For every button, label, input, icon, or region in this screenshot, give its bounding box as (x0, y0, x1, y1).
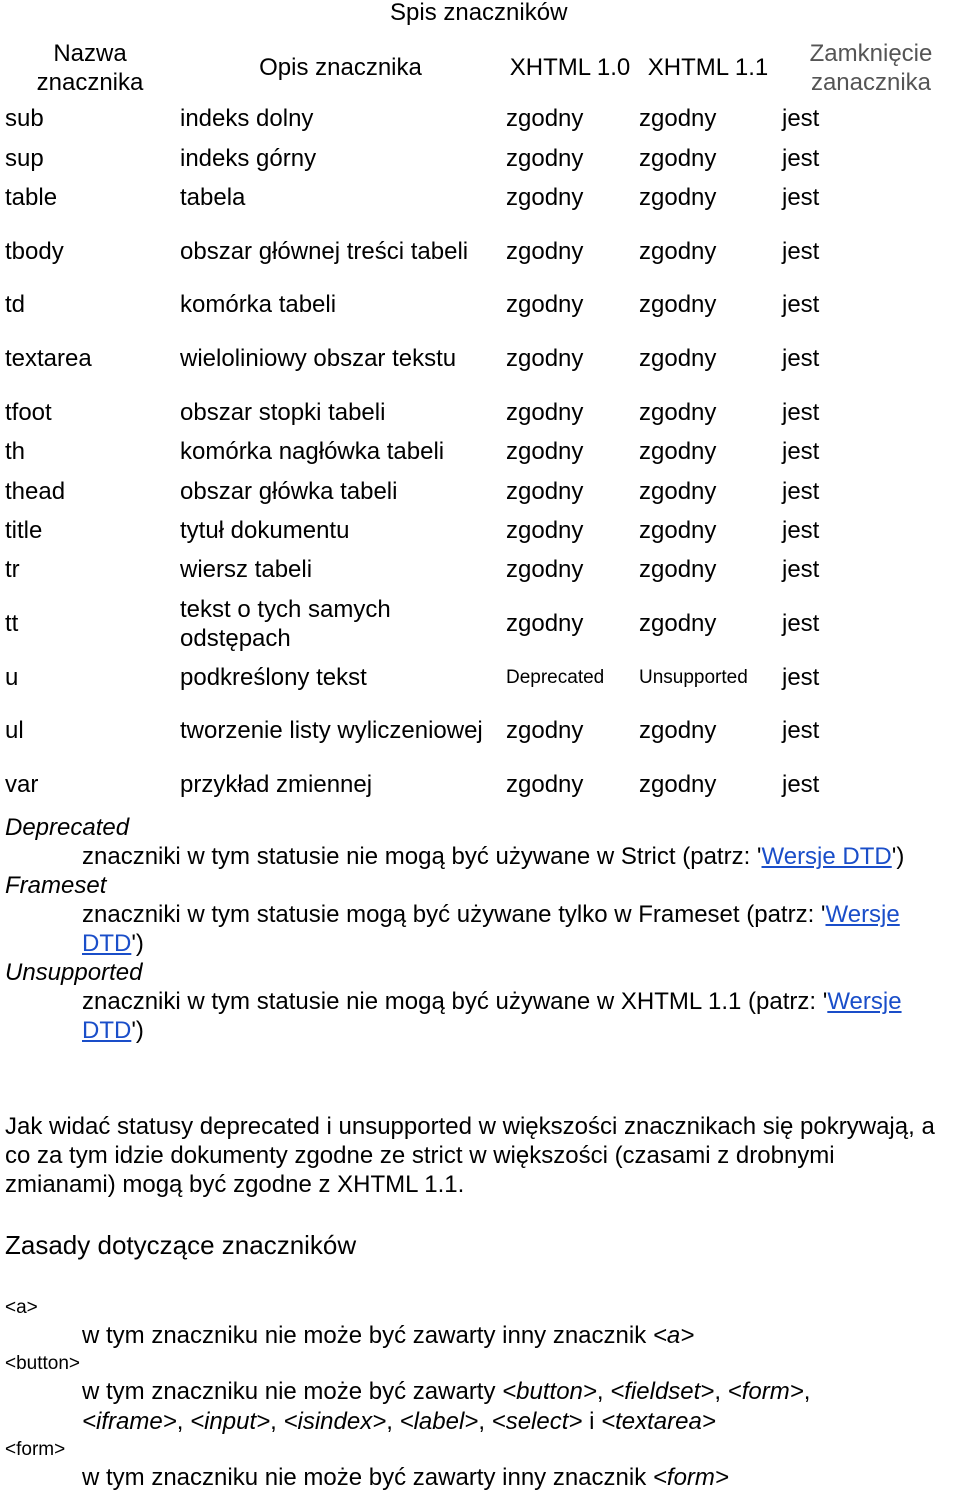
tag-name-cell: tfoot (5, 398, 52, 426)
legend-definition-frameset (5, 900, 955, 958)
legend-text: ') (131, 1017, 144, 1044)
legend-text: znaczniki w tym statusie nie mogą być używane w XHTML 1.1 (patrz: ' (82, 988, 828, 1015)
tag-reference: <fieldset> (610, 1378, 715, 1405)
xhtml10-status-cell: zgodny (506, 717, 584, 745)
tag-reference: <button> (502, 1378, 597, 1405)
separator: , (478, 1408, 492, 1435)
tag-name-cell: u (5, 663, 19, 691)
separator: i (582, 1408, 602, 1435)
closing-tag-cell: jest (782, 398, 820, 426)
separator: , (596, 1378, 611, 1405)
tag-reference: <textarea> (601, 1408, 716, 1435)
table-row (0, 697, 960, 765)
tag-name-cell: title (5, 516, 43, 544)
dtd-versions-link[interactable]: Wersje DTD (761, 843, 892, 870)
legend-text: znaczniki w tym statusie nie mogą być używane w Strict (patrz: ' (82, 843, 762, 870)
xhtml10-status-cell: zgodny (506, 237, 584, 265)
tag-description-cell: wieloliniowy obszar tekstu (180, 345, 457, 373)
tag-description-cell: tekst o tych samych odstępach (180, 595, 391, 652)
xhtml11-status-cell: zgodny (639, 144, 717, 172)
tag-reference: <isindex> (283, 1408, 387, 1435)
closing-tag-cell: jest (782, 438, 820, 466)
closing-tag-cell: jest (782, 663, 820, 691)
rule-tag-form: <form> (5, 1439, 66, 1460)
legend-text: ') (891, 843, 905, 870)
tag-description-cell: obszar główka tabeli (180, 477, 398, 505)
tag-description-cell: komórka tabeli (180, 291, 337, 319)
xhtml10-status-cell: zgodny (506, 516, 584, 544)
closing-tag-cell: jest (782, 556, 820, 584)
tag-name-cell: var (5, 771, 39, 799)
table-row (0, 138, 960, 177)
table-row (0, 432, 960, 471)
closing-tag-cell: jest (782, 477, 820, 505)
rule-text: w tym znaczniku nie może być zawarty inny znacznik (82, 1322, 653, 1349)
legend-definition-deprecated (5, 842, 955, 871)
table-row (0, 325, 960, 393)
table-row (0, 99, 960, 138)
xhtml11-status-cell: zgodny (639, 183, 717, 211)
legend-text: znaczniki w tym statusie mogą być używane tylko w Frameset (patrz: ' (82, 901, 826, 928)
separator: , (714, 1378, 728, 1405)
tag-description-cell: wiersz tabeli (180, 556, 313, 584)
closing-tag-cell: jest (782, 610, 820, 638)
tag-reference: <label> (399, 1408, 479, 1435)
xhtml11-status-cell: zgodny (639, 105, 717, 133)
tag-name-cell: sup (5, 144, 44, 172)
legend-text: ') (131, 930, 144, 957)
separator: , (270, 1408, 284, 1435)
closing-tag-cell: jest (782, 291, 820, 319)
tag-description-cell: przykład zmiennej (180, 771, 373, 799)
tag-description-cell: indeks górny (180, 144, 317, 172)
dtd-versions-link[interactable]: Wersje DTD (82, 988, 902, 1044)
rule-text-a (5, 1321, 955, 1351)
legend-term-unsupported: Unsupported (5, 959, 143, 986)
tag-name-cell: th (5, 438, 26, 466)
rules-heading: Zasady dotyczące znaczników (5, 1230, 357, 1260)
separator: , (176, 1408, 191, 1435)
rule-tag-button: <button> (5, 1353, 81, 1374)
xhtml10-status-cell: zgodny (506, 291, 584, 319)
tag-rules (5, 1295, 955, 1493)
rule-text: w tym znaczniku nie może być zawarty (82, 1378, 503, 1405)
header-closing: Zamknięcie zanacznika (809, 39, 933, 96)
table-row (0, 511, 960, 550)
tag-description-cell: podkreślony tekst (180, 663, 367, 691)
tag-reference: <input> (190, 1408, 271, 1435)
tag-description-cell: obszar głównej treści tabeli (180, 237, 469, 265)
table-row (0, 590, 960, 658)
table-row (0, 550, 960, 589)
legend-term-deprecated: Deprecated (5, 814, 130, 841)
tag-description-cell: tabela (180, 183, 246, 211)
xhtml11-status-cell: zgodny (639, 771, 717, 799)
closing-tag-cell: jest (782, 516, 820, 544)
tag-description-cell: komórka nagłówka tabeli (180, 438, 445, 466)
xhtml11-status-cell: Unsupported (639, 666, 748, 688)
tag-reference: <select> (491, 1408, 583, 1435)
xhtml11-status-cell: zgodny (639, 237, 717, 265)
legend-definition-unsupported (5, 987, 955, 1045)
tag-name-cell: ul (5, 717, 24, 745)
dtd-versions-link[interactable]: Wersje DTD (82, 901, 900, 957)
separator: , (803, 1378, 811, 1405)
tag-description-cell: tworzenie listy wyliczeniowej (180, 717, 483, 745)
tag-name-cell: tbody (5, 237, 64, 265)
closing-tag-cell: jest (782, 144, 820, 172)
table-row (0, 285, 960, 324)
legend-term-frameset: Frameset (5, 872, 107, 899)
tag-name-cell: table (5, 183, 58, 211)
header-description: Opis znacznika (259, 54, 422, 81)
header-xhtml11: XHTML 1.1 (647, 54, 769, 81)
xhtml11-status-cell: zgodny (639, 556, 717, 584)
tag-name-cell: td (5, 291, 26, 319)
tag-description-cell: tytuł dokumentu (180, 516, 350, 544)
xhtml10-status-cell: zgodny (506, 477, 584, 505)
rule-text: w tym znaczniku nie może być zawarty inny znacznik (82, 1464, 653, 1491)
closing-tag-cell: jest (782, 105, 820, 133)
closing-tag-cell: jest (782, 771, 820, 799)
xhtml11-status-cell: zgodny (639, 610, 717, 638)
tag-name-cell: sub (5, 105, 44, 133)
closing-tag-cell: jest (782, 183, 820, 211)
xhtml10-status-cell: zgodny (506, 556, 584, 584)
table-row (0, 658, 960, 697)
header-name: Nazwa znacznika (36, 39, 144, 96)
tag-reference: <form> (652, 1464, 729, 1491)
closing-tag-cell: jest (782, 237, 820, 265)
table-row (0, 765, 960, 804)
xhtml11-status-cell: zgodny (639, 398, 717, 426)
table-row (0, 393, 960, 432)
xhtml10-status-cell: zgodny (506, 105, 584, 133)
separator: , (386, 1408, 400, 1435)
xhtml11-status-cell: zgodny (639, 477, 717, 505)
table-header-row (0, 36, 960, 99)
tag-name-cell: tr (5, 556, 20, 584)
tag-reference: <a> (652, 1322, 695, 1349)
table-row (0, 471, 960, 510)
xhtml10-status-cell: zgodny (506, 771, 584, 799)
tag-reference: <iframe> (82, 1408, 177, 1435)
tag-description-cell: obszar stopki tabeli (180, 398, 386, 426)
xhtml11-status-cell: zgodny (639, 516, 717, 544)
xhtml11-status-cell: zgodny (639, 438, 717, 466)
summary-paragraph: Jak widać statusy deprecated i unsupported w większości znacznikach się pokrywają, a co za tym idzie dokumenty zgodne ze strict w większości (czasami z drobnymi zmianami) mogą być zgodne z XHTML 1.1. (5, 1113, 935, 1198)
xhtml11-status-cell: zgodny (639, 291, 717, 319)
xhtml10-status-cell: zgodny (506, 183, 584, 211)
xhtml10-status-cell: zgodny (506, 438, 584, 466)
xhtml10-status-cell: zgodny (506, 398, 584, 426)
table-caption: Spis znaczników (390, 0, 568, 26)
xhtml11-status-cell: zgodny (639, 717, 717, 745)
rule-text-button (5, 1377, 955, 1437)
header-xhtml10: XHTML 1.0 (509, 54, 631, 81)
table-row (0, 178, 960, 217)
rule-tag-a: <a> (5, 1297, 38, 1318)
xhtml11-status-cell: zgodny (639, 345, 717, 373)
table-row (0, 217, 960, 285)
status-legend (5, 813, 955, 1045)
xhtml10-status-cell: zgodny (506, 345, 584, 373)
xhtml10-status-cell: Deprecated (506, 666, 605, 688)
tag-reference: <form> (727, 1378, 804, 1405)
tag-name-cell: textarea (5, 345, 92, 373)
xhtml10-status-cell: zgodny (506, 144, 584, 172)
tag-description-cell: indeks dolny (180, 105, 314, 133)
tag-name-cell: thead (5, 477, 66, 505)
closing-tag-cell: jest (782, 345, 820, 373)
xhtml10-status-cell: zgodny (506, 610, 584, 638)
closing-tag-cell: jest (782, 717, 820, 745)
tag-name-cell: tt (5, 610, 19, 638)
tags-table (0, 36, 960, 804)
